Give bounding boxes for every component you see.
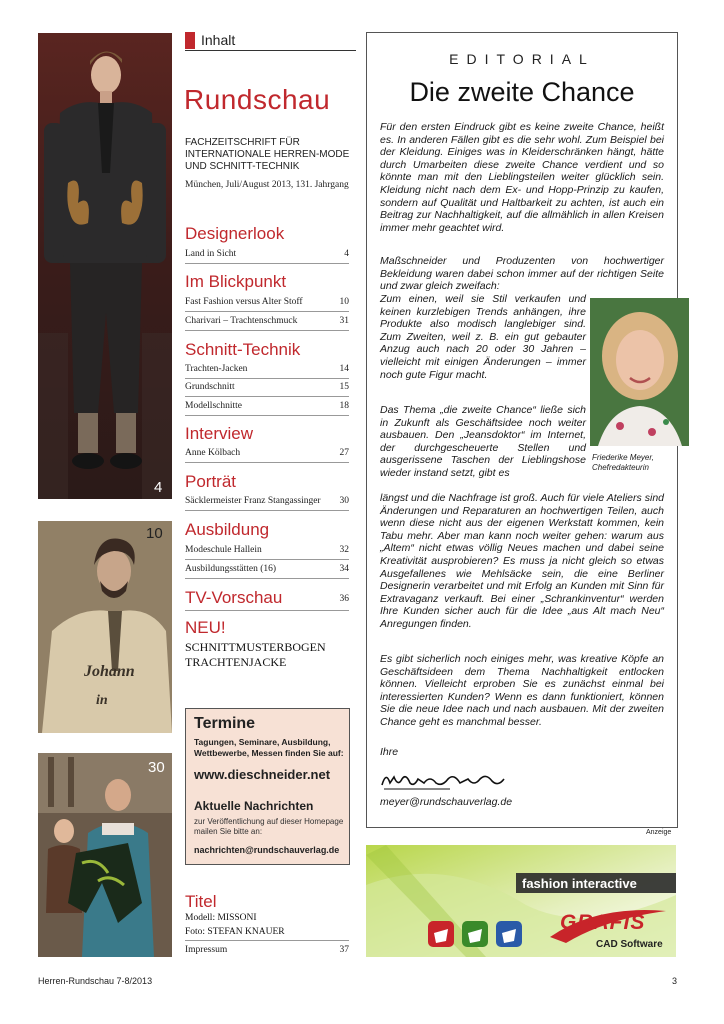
toc-entry[interactable] <box>185 378 349 397</box>
titel-line-2: Foto: STEFAN KNAUER <box>185 927 285 937</box>
toc-entry[interactable] <box>185 940 349 959</box>
magazine-subtitle: FACHZEITSCHRIFT FÜR INTERNATIONALE HERREN-MODE UND SCHNITT-TECHNIK <box>185 137 350 172</box>
toc-entry-page: 37 <box>339 945 349 955</box>
toc-entry-page: 32 <box>339 545 349 555</box>
editorial-paragraph-3a: Das Thema „die zweite Chance“ ließe sich in Zukunft als Geschäftsidee noch weiter ausbauen. Den „Jeansdoktor“ im Internet, der durchgescheuerte Stellen und ausgerissene Taschen der Lieblingshose wieder instand setzt, gibt es <box>380 404 586 479</box>
cover-model-photo <box>38 33 172 499</box>
neu-line-2: TRACHTENJACKE <box>185 655 287 669</box>
section-tv-vorschau: TV-Vorschau <box>185 588 283 607</box>
editorial-paragraph-2b: Zum einen, weil sie Stil verkaufen und keinen kurzlebigen Trends anhängen, ihre Produkte also modisch langlebiger sind. Zum Zweiten, weil z. B. ein gut gebauter Anzug auch nach 20 oder 30 Jahren – vielleicht mit einigen Änderungen – immer noch gute Figur macht. <box>380 293 586 381</box>
ad-tagline: CAD Software <box>596 939 663 950</box>
saecklermeister-photo <box>38 753 172 957</box>
toc-entry-page: 4 <box>344 249 349 259</box>
editorial-paragraph-3b: längst und die Nachfrage ist groß. Auch für viele Ateliers sind Änderungen und Reparaturen an hochwertigen Teilen, auch wenn diese nicht aus der eigenen Werkstatt kommen, kein Tabu mehr. Aber man kann noch weiter gehen: warum aus „Altem“ nicht etwas völlig Neues machen und dabei seine Kreativität ausprobieren? Es muss ja nicht gleich so etwas Ausgefallenes wie Mehlsäcke sein, die eine Berliner Designerin verarbeitet und mit Erfolg an Kunden mit Sinn für Extravaganz verkauft. Bei einer „Schrankinventur“ werden Ihre Kunden sicher auch für die Idee „aus Alt mach Neu“ Anregungen finden. <box>380 492 664 630</box>
termine-box <box>185 708 350 865</box>
toc-entry-page: 10 <box>339 297 349 307</box>
ad-logo: GRAFIS <box>560 911 646 934</box>
ad-banner-text: fashion interactive <box>522 876 637 891</box>
jacket-graffiti-2: in <box>96 693 108 708</box>
toc-entry[interactable] <box>185 541 349 560</box>
toc-entry-title: Modeschule Hallein <box>185 545 262 555</box>
editor-email-link[interactable]: meyer@rundschauverlag.de <box>380 796 513 808</box>
ad-label: Anzeige <box>646 829 672 836</box>
termine-subtext: Tagungen, Seminare, Ausbildung, Wettbewerbe, Messen finden Sie auf: <box>194 737 344 758</box>
section-designerlook: Designerlook <box>185 224 285 243</box>
toc-entry-title: Ausbildungsstätten (16) <box>185 564 277 574</box>
section-ausbildung: Ausbildung <box>185 520 270 539</box>
magazine-title: Rundschau <box>184 84 331 115</box>
editorial-paragraph-1: Für den ersten Eindruck gibt es keine zweite Chance, heißt es. In anderen Fällen gibt es die sehr wohl. Zum Beispiel bei der Kleidung. Einiges was in Kleiderschränken hängt, hätte durch Umarbeiten diese zweite Chance verdient und so könnte man mit den Lieblingsteilen weiter glücklich sein. Kleidung nicht nach dem Ex- und Hopp-Prinzip zu kaufen, sondern auf Qualität und Haltbarkeit zu achten, ist auch ein Beitrag zur Nachhaltigkeit, auf die allmählich in allen Kreisen immer mehr geachtet wird. <box>380 121 664 234</box>
toc-entry-page: 18 <box>339 401 349 411</box>
editorial-closing: Ihre <box>380 746 399 758</box>
section-im-blickpunkt: Im Blickpunkt <box>185 272 287 291</box>
editor-portrait <box>590 298 689 446</box>
toc-entry-title: Säcklermeister Franz Stangassinger <box>185 496 321 506</box>
toc-entry-page: 27 <box>339 448 349 458</box>
toc-header <box>185 32 356 51</box>
saecklermeister-illustration <box>38 753 172 957</box>
grafis-ad[interactable] <box>366 845 676 957</box>
editorial-paragraph-4: Es gibt sicherlich noch einiges mehr, was kreative Köpfe an Geschäftsideen dem Thema Nachhaltigkeit entlocken können. Vielleicht erproben Sie es zunächst einmal bei interessierten Kunden? Wenn es dann funktioniert, können Sie die neue Idee nach und nach ausbauen. Mit der zweiten Chance geht es manchmal besser. <box>380 653 664 728</box>
toc-entry[interactable] <box>185 312 349 331</box>
toc-entry[interactable] <box>185 492 349 511</box>
news-email-link[interactable]: nachrichten@rundschauverlag.de <box>194 845 340 855</box>
toc-entry[interactable] <box>185 245 349 264</box>
news-heading: Aktuelle Nachrichten <box>194 799 314 813</box>
toc-entry-page: 30 <box>339 496 349 506</box>
section-portraet: Porträt <box>185 472 237 491</box>
toc-entry[interactable] <box>185 560 349 579</box>
section-titel: Titel <box>185 892 217 911</box>
page-ref-number: 10 <box>146 525 163 542</box>
titel-line-1: Modell: MISSONI <box>185 913 257 923</box>
fast-fashion-photo <box>38 521 172 733</box>
cover-model-illustration <box>38 33 172 499</box>
editor-portrait-illustration <box>590 298 689 446</box>
toc-entry-page: 15 <box>339 382 349 392</box>
section-interview: Interview <box>185 424 254 443</box>
editorial-paragraph-2a: Maßschneider und Produzenten von hochwertiger Bekleidung waren dabei schon immer auf der richtigen Seite und zwar gleich zweifach: <box>380 255 664 293</box>
footer-issue: Herren-Rundschau 7-8/2013 <box>38 976 153 986</box>
toc-entry-title: Anne Kölbach <box>185 448 241 458</box>
toc-entry-title: Fast Fashion versus Alter Stoff <box>185 297 303 307</box>
toc-entry-page: 31 <box>339 316 349 326</box>
toc-entry[interactable] <box>185 293 349 312</box>
section-neu: NEU! <box>185 618 226 637</box>
caption-name: Friederike Meyer, <box>592 453 654 462</box>
issue-date: München, Juli/August 2013, 131. Jahrgang <box>185 180 349 190</box>
footer-page-number: 3 <box>672 976 678 986</box>
toc-entry-title: Grundschnitt <box>185 382 235 392</box>
toc-header-label: Inhalt <box>201 32 236 48</box>
toc-entry-title: Trachten-Jacken <box>185 364 248 374</box>
portrait-caption <box>592 453 654 473</box>
toc-entry-tv[interactable] <box>185 586 349 611</box>
toc-entry-title: Charivari – Trachtenschmuck <box>185 316 298 326</box>
toc-entry[interactable] <box>185 360 349 379</box>
toc-entry-title: Impressum <box>185 945 228 955</box>
toc-entry-title: Modellschnitte <box>185 401 242 411</box>
toc-entry[interactable] <box>185 444 349 463</box>
section-schnitt-technik: Schnitt-Technik <box>185 340 301 359</box>
editor-signature <box>380 769 510 798</box>
toc-entry[interactable] <box>185 397 349 416</box>
termine-website-link[interactable]: www.dieschneider.net <box>194 767 331 782</box>
toc-entry-page: 14 <box>339 364 349 374</box>
news-subtext: zur Veröffentlichung auf dieser Homepage mailen Sie bitte an: <box>194 817 344 836</box>
termine-heading: Termine <box>194 715 256 732</box>
toc-entry-page: 36 <box>339 594 349 604</box>
editorial-kicker: EDITORIAL <box>449 51 595 67</box>
neu-line-1: SCHNITTMUSTERBOGEN <box>185 640 326 654</box>
jacket-graffiti: Johann <box>84 663 135 680</box>
signature-scribble <box>380 769 510 793</box>
page-ref-number: 4 <box>154 479 163 496</box>
toc-entry-title: Land in Sicht <box>185 249 237 259</box>
toc-header-marker <box>185 32 195 49</box>
editorial-title: Die zweite Chance <box>409 77 635 107</box>
caption-role: Chefredakteurin <box>592 463 649 472</box>
page-ref-number: 30 <box>148 759 165 776</box>
toc-entry-page: 34 <box>339 564 349 574</box>
